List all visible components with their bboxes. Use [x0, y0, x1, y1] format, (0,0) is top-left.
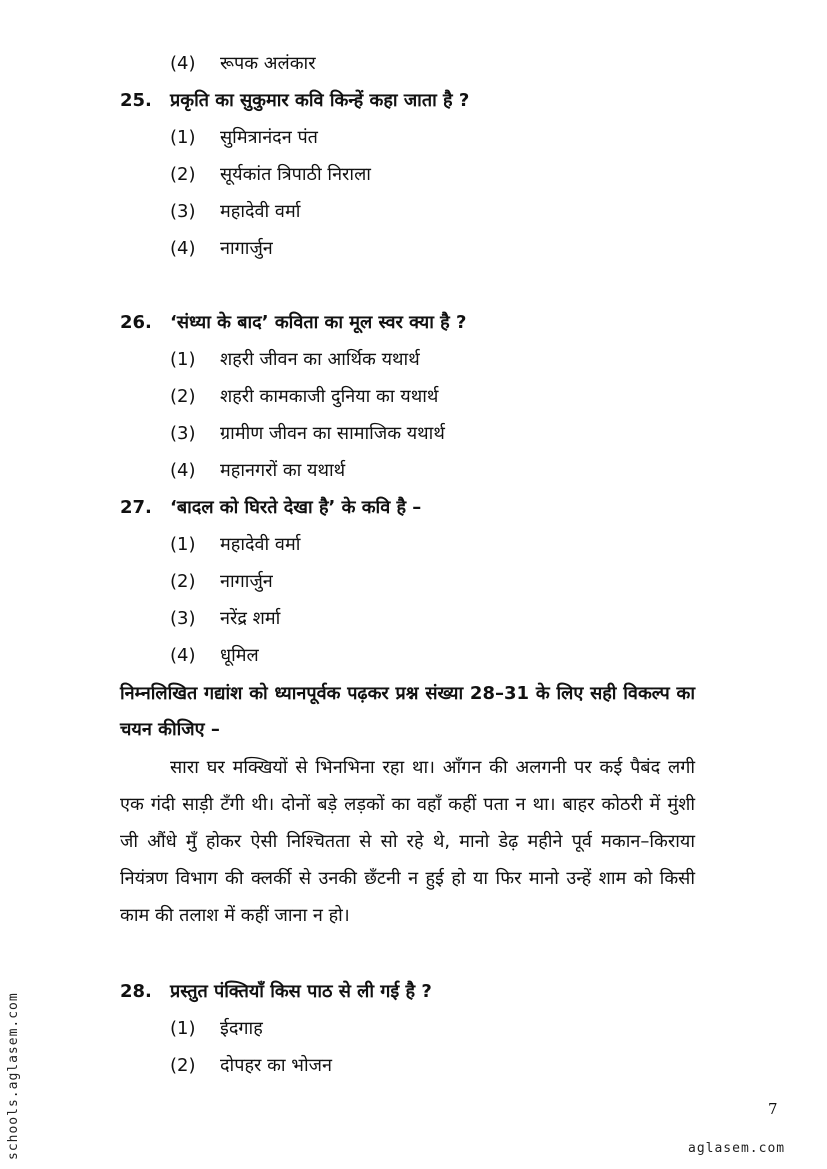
option-number: (3): [170, 423, 196, 444]
option-number: (2): [170, 386, 196, 407]
option-number: (3): [170, 201, 196, 222]
option-item: [170, 348, 420, 372]
option-number: (2): [170, 1055, 196, 1076]
option-text: महादेवी वर्मा: [220, 201, 301, 222]
option-item: [170, 126, 318, 150]
option-text: ईदगाह: [220, 1018, 263, 1039]
question-row: [120, 311, 466, 335]
option-number: (4): [170, 645, 196, 666]
side-watermark: schools.aglasem.com: [6, 992, 21, 1160]
question-number: 27.: [120, 497, 152, 518]
bottom-watermark: aglasem.com: [688, 1141, 786, 1156]
option-number: (1): [170, 1018, 196, 1039]
question-number: 28.: [120, 981, 152, 1002]
option-item: [170, 163, 371, 187]
option-number: (1): [170, 127, 196, 148]
question-text: ‘संध्या के बाद’ कविता का मूल स्वर क्या है ?: [170, 312, 467, 333]
passage-body: सारा घर मक्खियों से भिनभिना रहा था। आँगन की अलगनी पर कई पैबंद लगी एक गंदी साड़ी टँगी थी। दोनों बड़े लड़कों का वहाँ कहीं पता न था। बाहर कोठरी में मुंशी जी औंधे मुँ होकर ऐसी निश्चितता से सो रहे थे, मानो डेढ़ महीने पूर्व मकान–किराया नियंत्रण विभाग की क्लर्की से उनकी छँटनी न हुई हो या फिर मानो उन्हें शाम को किसी काम की तलाश में कहीं जाना न हो।: [120, 757, 695, 926]
option-number: (1): [170, 349, 196, 370]
option-item: [170, 52, 316, 76]
option-text: शहरी कामकाजी दुनिया का यथार्थ: [220, 386, 439, 407]
question-28: [120, 980, 432, 1004]
option-text: शहरी जीवन का आर्थिक यथार्थ: [220, 349, 420, 370]
question-number: 25.: [120, 90, 152, 111]
option-text: नागार्जुन: [220, 571, 273, 592]
option-text: महानगरों का यथार्थ: [220, 460, 346, 481]
passage-text: [120, 749, 695, 934]
option-number: (4): [170, 460, 196, 481]
question-text: प्रकृति का सुकुमार कवि किन्हें कहा जाता है ?: [170, 90, 470, 111]
option-number: (1): [170, 534, 196, 555]
option-text: नागार्जुन: [220, 238, 273, 259]
question-text: ‘बादल को घिरते देखा है’ के कवि है –: [170, 497, 422, 518]
option-text: सुमित्रानंदन पंत: [220, 127, 318, 148]
option-text: महादेवी वर्मा: [220, 534, 301, 555]
option-item: [170, 1054, 332, 1078]
option-item: [170, 237, 273, 261]
option-number: (4): [170, 238, 196, 259]
option-text: सूर्यकांत त्रिपाठी निराला: [220, 164, 371, 185]
passage-instruction: निम्नलिखित गद्यांश को ध्यानपूर्वक पढ़कर प्रश्न संख्या 28–31 के लिए सही विकल्प का चयन कीजिए –: [120, 683, 695, 740]
option-number: (2): [170, 571, 196, 592]
page-number: 7: [768, 1100, 778, 1118]
question-row: [120, 496, 421, 520]
option-item: [170, 644, 259, 668]
option-text: ग्रामीण जीवन का सामाजिक यथार्थ: [220, 423, 445, 444]
option-item: [170, 385, 438, 409]
option-item: [170, 422, 445, 446]
option-number: (2): [170, 164, 196, 185]
option-item: [170, 570, 273, 594]
option-item: [170, 200, 300, 224]
question-number: 26.: [120, 312, 152, 333]
option-number: (3): [170, 608, 196, 629]
question-row: [120, 89, 469, 113]
option-text: धूमिल: [220, 645, 259, 666]
question-text: प्रस्तुत पंक्तियाँ किस पाठ से ली गई है ?: [170, 981, 432, 1002]
option-text: नरेंद्र शर्मा: [220, 608, 281, 629]
option-text: रूपक अलंकार: [220, 53, 316, 74]
option-item: [170, 1017, 263, 1041]
option-number: (4): [170, 53, 196, 74]
option-item: [170, 607, 280, 631]
option-item: [170, 533, 300, 557]
option-item: [170, 459, 345, 483]
option-text: दोपहर का भोजन: [220, 1055, 332, 1076]
